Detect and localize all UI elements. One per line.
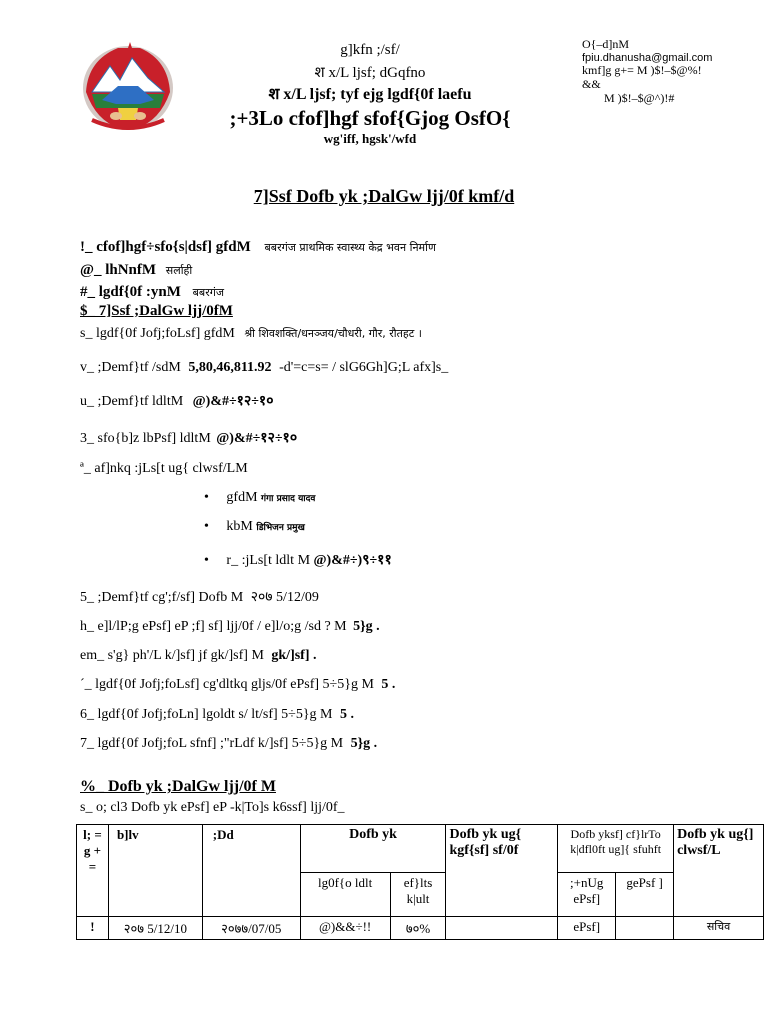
header-authority: Dofb yk ug{] clwsf/L xyxy=(674,825,764,917)
contact-email[interactable]: fpiu.dhanusha@gmail.com xyxy=(582,51,713,64)
bullet-post xyxy=(204,519,305,535)
header-until: ;Dd xyxy=(202,825,300,917)
cell-from: २०७ 5/12/10 xyxy=(108,917,202,940)
field-label: v_ ;Demf}tf /sdM xyxy=(80,360,181,375)
field-label: !_ cfof]hgf÷sfo{s|dsf] gfdM xyxy=(80,239,251,255)
field-value: बबरगंज प्राथमिक स्वास्थ्य केद्र भवन निर्माण xyxy=(264,241,436,254)
table-row xyxy=(77,917,764,940)
office-name: ;+3Lo cfof]hgf sfof{Gjog OsfO{ xyxy=(229,106,511,130)
cell-authority: सचिव xyxy=(674,917,764,940)
header-line2: श x/L ljsf; dGqfno xyxy=(314,65,426,81)
field-work-order-date xyxy=(80,428,297,447)
field-contract-date xyxy=(80,391,274,410)
cell-until: २०७७/07/05 xyxy=(202,917,300,940)
contact-phone: kmf]g g+= M )$!–$@%! xyxy=(582,63,702,78)
cell-not-attached xyxy=(616,917,674,940)
nepal-emblem-icon xyxy=(78,40,178,132)
contact-fax: M )$!–$@^)!# xyxy=(604,91,675,106)
bullet-icon: • xyxy=(204,553,223,568)
bullet-name xyxy=(204,490,315,506)
field-value: श्री शिवशक्ति/धनञ्जय/चौधरी, गौर, रौतहट । xyxy=(244,327,422,340)
cell-decision-date: @)&&÷!! xyxy=(300,917,390,940)
field-value: 5}g . xyxy=(353,619,380,634)
header-justification-docs: Dofb yksf] cf}lrTo k|dfl0ft ug]{ sfuhft xyxy=(558,825,674,873)
field-site xyxy=(80,284,224,301)
section-extension-subtitle: s_ o; cl3 Dofb yk ePsf] eP -k|To]s k6ssf] ljj/0f_ xyxy=(80,800,345,815)
field-value: @)&#÷१२÷१० xyxy=(192,394,274,409)
field-blacklist xyxy=(80,736,377,752)
field-district xyxy=(80,262,192,279)
field-contractor xyxy=(80,326,422,342)
bullet-label: kbM xyxy=(226,519,253,534)
subheader-decision-date: lg0f{o ldlt xyxy=(300,873,390,917)
bullet-icon: • xyxy=(204,490,223,505)
cell-attached: ePsf] xyxy=(558,917,616,940)
document-title: 7]Ssf Dofb yk ;DalGw ljj/0f kmf/d xyxy=(253,186,515,206)
header-extension: Dofb yk xyxy=(300,825,446,873)
field-label: em_ s'g} ph'/L k/]sf] jf gk/]sf] M xyxy=(80,648,264,663)
field-label: h_ e]l/lP;g ePsf] eP ;f] sf] ljj/0f / e]l/o;g /sd ? M xyxy=(80,619,347,634)
subheader-not-attached: gePsf ] xyxy=(616,873,674,917)
field-contract-deadline xyxy=(80,587,319,606)
field-label: 5_ ;Demf}tf cg';f/sf] Dofb M xyxy=(80,590,244,605)
field-contract-details: $_ 7]Ssf ;DalGw ljj/0fM xyxy=(80,303,233,319)
bullet-label: r_ :jLs[t ldlt M xyxy=(226,553,311,568)
field-label: 3_ sfo{b]z lbPsf] ldltM xyxy=(80,431,211,446)
field-amount-note: -d'=c=s= / slG6Gh]G;L afx]s_ xyxy=(279,360,449,375)
field-value: सर्लाही xyxy=(165,264,193,277)
field-value: 5 . xyxy=(340,707,354,722)
cell-progress: ७०% xyxy=(390,917,446,940)
subheader-progress: ef}lts k|ult xyxy=(390,873,446,917)
field-complaint xyxy=(80,648,317,664)
field-label: ´_ lgdf{0f Jofj;foLsf] cg'dltkq gljs/0f ePsf] 5÷5}g M xyxy=(80,677,374,692)
field-value: @)&#÷१२÷१० xyxy=(216,431,298,446)
header-line3: श x/L ljsf; tyf ejg lgdf{0f laefu xyxy=(268,86,472,103)
header-from: b]lv xyxy=(108,825,202,917)
field-contract-amount xyxy=(80,360,448,376)
extension-table xyxy=(76,824,764,940)
bullet-value: @)&#÷)९÷११ xyxy=(313,553,392,568)
office-location: wg'iff, hgsk'/wfd xyxy=(323,131,417,146)
field-label: @_ lhNnfM xyxy=(80,262,157,278)
field-label: s_ lgdf{0f Jofj;foLsf] gfdM xyxy=(80,326,235,341)
header-line1: g]kfn ;/sf/ xyxy=(340,42,400,58)
cell-serial: ! xyxy=(77,917,109,940)
field-label: 6_ lgdf{0f Jofj;foLn] lgoldt s/ lt/sf] 5÷5}g M xyxy=(80,707,333,722)
field-approving-authority: ª_ af]nkq :jLs[t ug{ clwsf/LM xyxy=(80,461,248,476)
field-label: u_ ;Demf}tf ldltM xyxy=(80,394,184,409)
section-extension-title: %_ Dofb yk ;DalGw ljj/0f M xyxy=(80,778,276,795)
field-project-name xyxy=(80,239,436,256)
field-amount: 5,80,46,811.92 xyxy=(188,360,272,375)
subheader-attached: ;+nUg ePsf] xyxy=(558,873,616,917)
header-serial: l; = g + = xyxy=(77,825,109,917)
cell-reason xyxy=(446,917,558,940)
field-value: बबरगंज xyxy=(192,286,225,299)
table-header-row xyxy=(77,825,764,873)
bullet-value: गंगा प्रसाद यादव xyxy=(261,494,316,504)
contact-email-label: O{–d]nM xyxy=(582,37,630,51)
contact-phone-extra: && xyxy=(582,77,601,92)
field-value: 5 . xyxy=(381,677,396,692)
field-variation xyxy=(80,619,380,635)
field-tax-paid xyxy=(80,707,354,723)
contact-block xyxy=(582,38,762,106)
bullet-label: gfdM xyxy=(226,490,258,505)
field-label: 7_ lgdf{0f Jofj;foL sfnf] ;"rLdf k/]sf] 5÷5}g M xyxy=(80,736,344,751)
bullet-value: डिभिजन प्रमुख xyxy=(256,523,305,533)
field-label: #_ lgdf{0f :ynM xyxy=(80,284,181,300)
header-reason: Dofb yk ug{ kgf{sf] sf/0f xyxy=(446,825,558,917)
field-value: २०७ 5/12/09 xyxy=(250,590,319,605)
bullet-approval-date xyxy=(204,550,392,569)
bullet-icon: • xyxy=(204,519,223,534)
field-license-renewal xyxy=(80,677,395,693)
field-value: gk/]sf] . xyxy=(271,648,317,663)
field-value: 5}g . xyxy=(350,736,378,751)
